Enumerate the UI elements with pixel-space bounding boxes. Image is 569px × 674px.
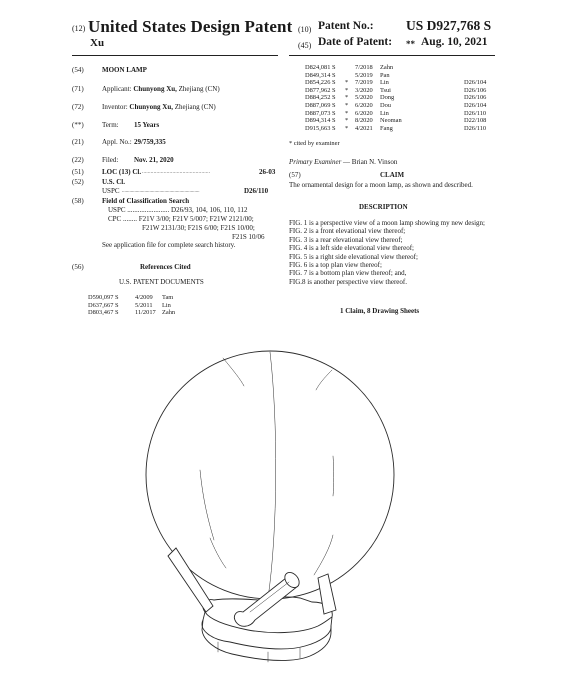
ref-date: 5/2019 bbox=[355, 71, 373, 79]
ref-star: * bbox=[345, 109, 349, 117]
ref-name: Tam bbox=[162, 294, 174, 301]
inventor-location: Zhejiang (CN) bbox=[174, 103, 216, 111]
filed-code: (22) bbox=[72, 156, 84, 164]
ref-name: Fang bbox=[380, 124, 393, 132]
inventor-surname: Xu bbox=[90, 37, 105, 49]
sphere-shade-line bbox=[316, 370, 332, 390]
ref-name: Zahn bbox=[380, 64, 394, 71]
claim-heading: CLAIM bbox=[380, 171, 405, 179]
loc-code: (51) bbox=[72, 168, 84, 176]
figure-text: is a rear elevational view thereof; bbox=[309, 235, 403, 244]
patent-no-value: US D927,768 S bbox=[406, 18, 492, 33]
ref-class: D26/110 bbox=[464, 124, 487, 132]
ref-class: D22/108 bbox=[464, 117, 487, 125]
ref-name: Tsui bbox=[380, 86, 391, 94]
ref-name: Lin bbox=[380, 79, 389, 87]
loc-value: 26-03 bbox=[259, 168, 276, 176]
ref-number: D849,314 S bbox=[305, 71, 336, 79]
inventor-name: Chunyong Xu, bbox=[129, 103, 173, 111]
ref-class: D26/110 bbox=[464, 109, 487, 117]
support-leg-right bbox=[318, 574, 336, 614]
doc-title: United States Design Patent bbox=[88, 17, 293, 36]
ref-date: 4/2021 bbox=[355, 124, 373, 132]
figure-text: is a perspective view of a moon lamp showing my new design; bbox=[309, 219, 485, 227]
figure-text: is a left side elevational view thereof; bbox=[309, 244, 414, 253]
ref-star: * bbox=[345, 79, 349, 87]
appl-value: 29/759,335 bbox=[134, 138, 166, 146]
figure-number: FIG.8 bbox=[289, 277, 306, 286]
field-note: See application file for complete search history. bbox=[102, 241, 236, 249]
ref-date: 7/2018 bbox=[355, 64, 373, 71]
cited-by-examiner-note: * cited by examiner bbox=[289, 140, 340, 147]
patent-no-label: Patent No.: bbox=[318, 20, 374, 32]
figure-number: FIG. 5 bbox=[289, 252, 308, 261]
figure-text: is another perspective view thereof. bbox=[307, 277, 407, 286]
ref-date: 6/2020 bbox=[355, 109, 373, 117]
ref-date: 5/2020 bbox=[355, 94, 373, 102]
date-stars: ** bbox=[406, 39, 415, 49]
field-cpc-line2: F21W 2131/30; F21S 6/00; F21S 10/00; bbox=[142, 224, 255, 232]
ref-name: Dong bbox=[380, 94, 395, 102]
appl-code: (21) bbox=[72, 138, 84, 146]
filed-value: Nov. 21, 2020 bbox=[134, 156, 174, 164]
sphere-shade-line bbox=[223, 358, 244, 386]
refs-code: (56) bbox=[72, 263, 84, 271]
ref-number: D854,226 S bbox=[305, 79, 336, 87]
ref-number: D637,667 S bbox=[88, 301, 119, 309]
figure-number: FIG. 6 bbox=[289, 261, 308, 270]
applicant-code: (71) bbox=[72, 85, 84, 93]
ref-date: 3/2020 bbox=[355, 86, 373, 94]
refs-subheading: U.S. PATENT DOCUMENTS bbox=[119, 278, 204, 286]
sphere-shade-line bbox=[210, 538, 226, 568]
ref-class: D26/106 bbox=[464, 86, 487, 94]
ref-number: D590,097 S bbox=[88, 294, 119, 301]
date-label: Date of Patent: bbox=[318, 36, 393, 48]
figure-number: FIG. 4 bbox=[289, 244, 308, 253]
examiner-name: — Brian N. Vinson bbox=[343, 158, 398, 166]
inventor-label: Inventor: bbox=[102, 103, 128, 111]
date-value: Aug. 10, 2021 bbox=[421, 36, 488, 48]
inventor-code: (72) bbox=[72, 103, 84, 111]
field-uspc: USPC ........................ D26/93, 104, 106, 110, 112 bbox=[108, 206, 248, 214]
ref-name: Lin bbox=[380, 109, 389, 117]
appl-label: Appl. No.: bbox=[102, 138, 132, 146]
ref-number: D887,069 S bbox=[305, 101, 336, 109]
ref-class: D26/106 bbox=[464, 94, 487, 102]
ref-number: D824,081 S bbox=[305, 64, 336, 71]
ref-number: D884,252 S bbox=[305, 94, 336, 102]
figure-text: is a bottom plan view thereof; and, bbox=[309, 269, 407, 278]
date-code: (45) bbox=[298, 41, 312, 50]
figure-number: FIG. 1 bbox=[289, 219, 308, 227]
sphere-shade-line bbox=[314, 535, 333, 575]
title-code: (54) bbox=[72, 66, 84, 74]
uspc-value: D26/110 bbox=[244, 187, 269, 195]
uspc-label: USPC bbox=[102, 187, 120, 195]
uscl-code: (52) bbox=[72, 178, 84, 186]
term-code: (**) bbox=[72, 121, 84, 129]
ref-name: Dou bbox=[380, 101, 392, 109]
sphere-shade-line bbox=[200, 470, 214, 540]
figure-number: FIG. 7 bbox=[289, 269, 308, 278]
ref-star: * bbox=[345, 124, 349, 132]
figure-number: FIG. 3 bbox=[289, 235, 308, 244]
ref-number: D803,467 S bbox=[88, 309, 119, 317]
ref-date: 6/2020 bbox=[355, 101, 373, 109]
ref-class: D26/104 bbox=[464, 101, 487, 109]
lamp-base-edge bbox=[205, 612, 332, 633]
ref-date: 7/2019 bbox=[355, 79, 373, 87]
uspc-dots: .............................................................. bbox=[122, 189, 200, 194]
loc-label: LOC (13) Cl. bbox=[102, 168, 142, 176]
ref-date: 4/2009 bbox=[135, 294, 153, 301]
ref-number: D887,073 S bbox=[305, 109, 336, 117]
ref-date: 8/2020 bbox=[355, 117, 373, 125]
patent-no-code: (10) bbox=[298, 25, 312, 34]
ref-number: D877,962 S bbox=[305, 86, 336, 94]
field-code: (58) bbox=[72, 197, 84, 205]
field-cpc-line1: CPC ........ F21V 3/00; F21V 5/007; F21W 2121/00; bbox=[108, 215, 254, 223]
ref-name: Lin bbox=[162, 301, 171, 309]
ref-star: * bbox=[345, 86, 349, 94]
doc-code: (12) bbox=[72, 24, 86, 33]
ref-star: * bbox=[345, 117, 349, 125]
claim-text: The ornamental design for a moon lamp, as shown and described. bbox=[289, 181, 473, 189]
ref-star: * bbox=[345, 94, 349, 102]
sphere-shade-line bbox=[333, 456, 334, 496]
applicant-name: Chunyong Xu, bbox=[133, 85, 177, 93]
ref-date: 11/2017 bbox=[135, 309, 156, 317]
ref-star: * bbox=[345, 101, 349, 109]
figure-text: is a front elevational view thereof; bbox=[309, 227, 406, 236]
ref-name: Neoman bbox=[380, 117, 402, 125]
field-label: Field of Classification Search bbox=[102, 197, 190, 205]
ref-name: Zahn bbox=[162, 309, 176, 317]
ref-class: D26/104 bbox=[464, 79, 487, 87]
applicant-label: Applicant: bbox=[102, 85, 132, 93]
refs-label: References Cited bbox=[140, 263, 191, 271]
term-value: 15 Years bbox=[134, 121, 160, 129]
filed-label: Filed: bbox=[102, 156, 119, 164]
claims-summary: 1 Claim, 8 Drawing Sheets bbox=[340, 307, 420, 315]
sphere-shade-line bbox=[268, 352, 276, 598]
description-heading: DESCRIPTION bbox=[359, 203, 408, 211]
figure-number: FIG. 2 bbox=[289, 227, 308, 236]
ref-number: D894,314 S bbox=[305, 117, 336, 125]
ref-number: D915,663 S bbox=[305, 124, 336, 132]
support-leg-left bbox=[168, 548, 213, 612]
ref-name: Pan bbox=[380, 71, 390, 79]
examiner-label: Primary Examiner bbox=[289, 158, 342, 166]
loc-dots: ............................................... bbox=[142, 170, 211, 175]
term-label: Term: bbox=[102, 121, 119, 129]
figure-text: is a top plan view thereof; bbox=[309, 261, 382, 270]
uscl-label: U.S. Cl. bbox=[102, 178, 125, 186]
claim-code: (57) bbox=[289, 171, 301, 179]
invention-title: MOON LAMP bbox=[102, 66, 147, 74]
ref-date: 5/2011 bbox=[135, 301, 153, 309]
applicant-location: Zhejiang (CN) bbox=[178, 85, 220, 93]
figure-text: is a right side elevational view thereof; bbox=[309, 252, 418, 261]
field-cpc-line3: F21S 10/06 bbox=[232, 233, 265, 241]
